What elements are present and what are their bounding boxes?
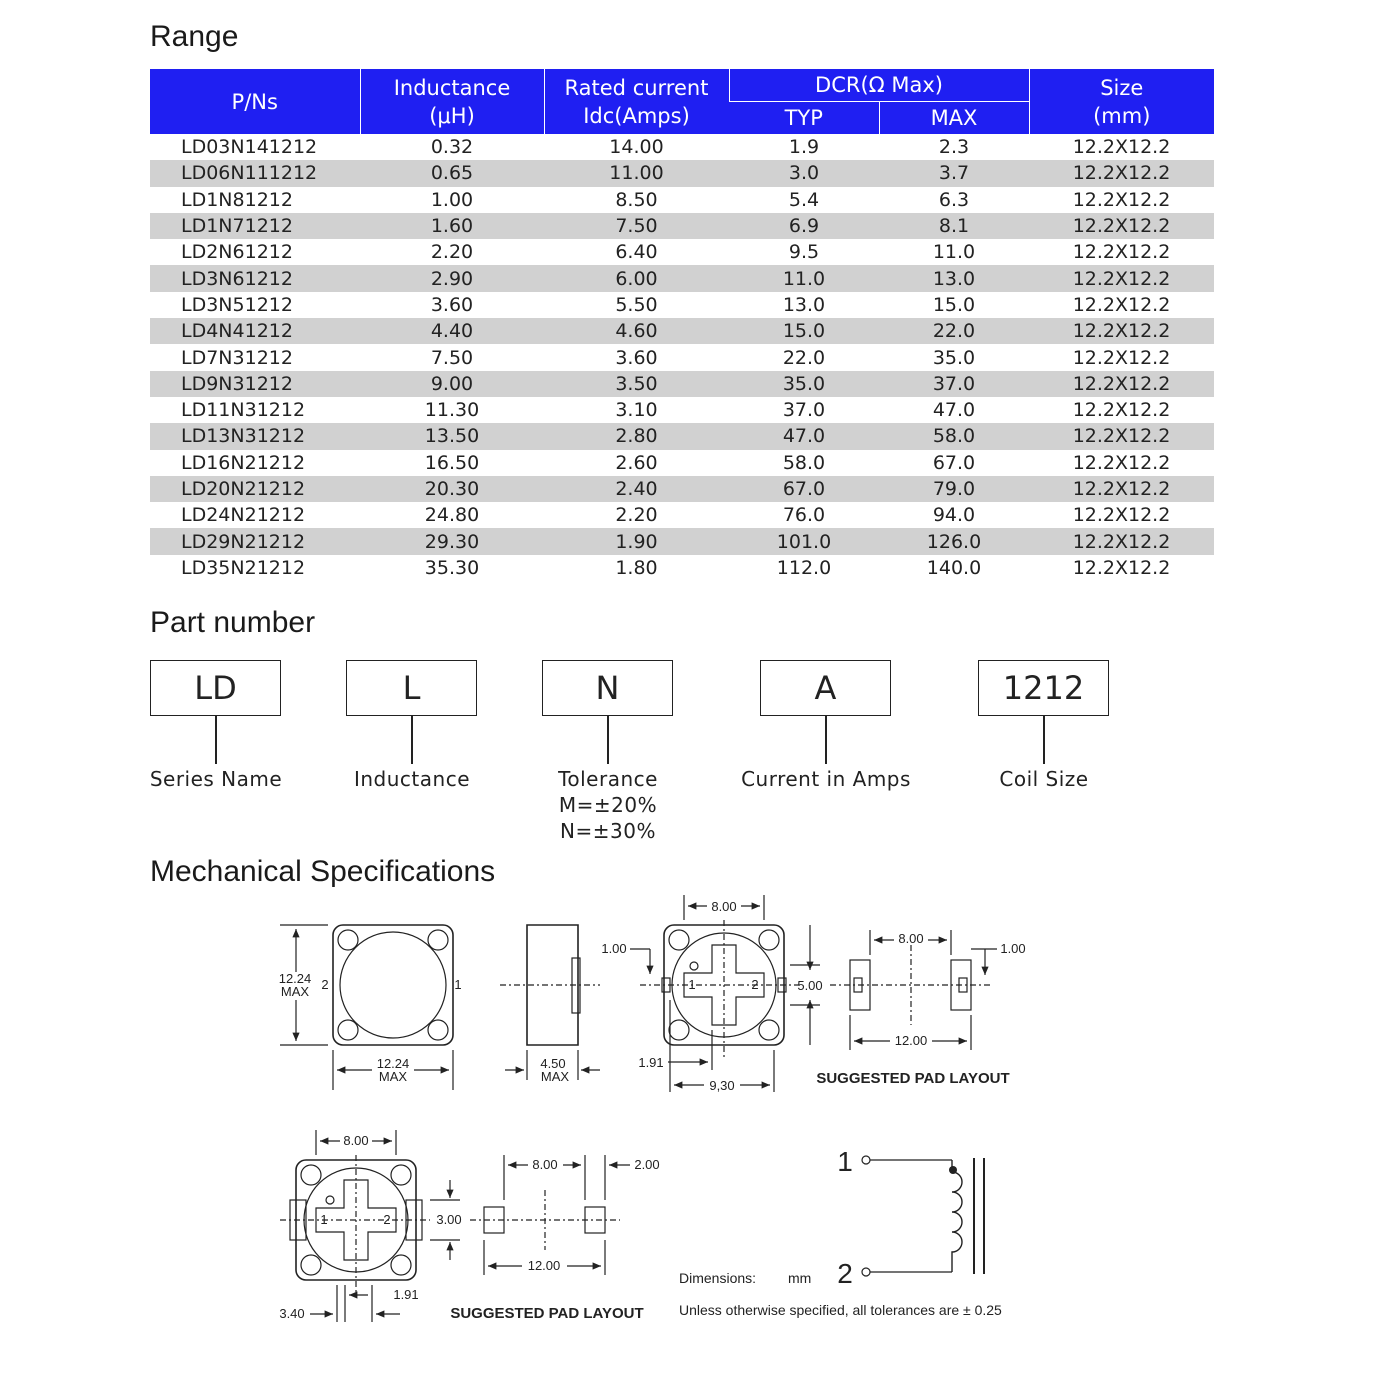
pn-label-series: Series Name — [149, 767, 283, 791]
fig1-width-label: 12.24 — [376, 1056, 410, 1071]
header-inductance-line2: (μH) — [429, 103, 475, 128]
size-cell: 12.2X12.2 — [1072, 556, 1171, 579]
fig4-right-label: 3.00 — [436, 1212, 462, 1227]
rated-current-cell: 3.10 — [615, 399, 658, 422]
rated-current-cell: 14.00 — [609, 136, 664, 159]
pad1-bottom-label: 12.00 — [894, 1033, 928, 1048]
rated-current-cell: 2.20 — [615, 504, 658, 527]
dcr-typ-cell: 112.0 — [776, 556, 832, 579]
header-current-line2: Idc(Amps) — [583, 103, 690, 128]
fig1-pin1-label: 1 — [454, 977, 462, 992]
dcr-max-cell: 140.0 — [926, 556, 982, 579]
dcr-typ-cell: 11.0 — [729, 265, 879, 291]
inductance-cell: 2.90 — [360, 265, 544, 291]
size-cell: 12.2X12.2 — [1029, 371, 1214, 397]
dcr-typ-cell: 67.0 — [729, 476, 879, 502]
dcr-max-cell: 3.7 — [879, 160, 1029, 186]
dcr-typ-cell: 6.9 — [729, 213, 879, 239]
inductance-cell: 7.50 — [430, 346, 474, 369]
rated-current-cell: 8.50 — [615, 188, 658, 211]
dcr-max-cell: 22.0 — [879, 318, 1029, 344]
rated-current-cell: 4.60 — [544, 318, 729, 344]
rated-current-cell: 1.90 — [544, 528, 729, 554]
dcr-typ-cell: 15.0 — [729, 318, 879, 344]
polarity-dot-icon — [949, 1166, 957, 1174]
rated-current-cell: 6.40 — [615, 241, 658, 264]
fig1-pin2-label: 2 — [321, 977, 329, 992]
fig2-thickness-label: 4.50 — [540, 1056, 566, 1071]
inductance-cell: 1.00 — [430, 188, 474, 211]
part-number-cell: LD1N81212 — [181, 188, 293, 211]
part-number-cell: LD1N71212 — [150, 213, 360, 239]
dcr-max-cell: 8.1 — [879, 213, 1029, 239]
inductance-cell: 1.60 — [360, 213, 544, 239]
dcr-typ-cell: 58.0 — [782, 451, 826, 474]
pad1-top-label: 8.00 — [898, 931, 924, 946]
fig4-bottom-view — [280, 1130, 460, 1322]
dcr-max-cell: 79.0 — [879, 476, 1029, 502]
inductance-cell: 16.50 — [424, 451, 480, 474]
rated-current-cell: 3.50 — [544, 371, 729, 397]
fig3-top-label: 8.00 — [711, 899, 737, 914]
dcr-max-cell: 35.0 — [932, 346, 976, 369]
dcr-typ-cell: 22.0 — [782, 346, 826, 369]
inductance-cell: 13.50 — [360, 423, 544, 449]
size-cell: 12.2X12.2 — [1072, 136, 1171, 159]
dcr-typ-cell: 47.0 — [729, 423, 879, 449]
dcr-max-cell: 94.0 — [932, 504, 976, 527]
fig1-height-label: 12.24 — [278, 971, 312, 986]
fig3-pin2-label: 2 — [751, 977, 759, 992]
pn-box-coil-size: 1212 — [978, 660, 1109, 716]
size-cell: 12.2X12.2 — [1029, 528, 1214, 554]
pn-tolerance-n: N=±30% — [560, 819, 656, 843]
inductance-cell: 20.30 — [360, 476, 544, 502]
pad2-bottom-label: 12.00 — [527, 1258, 561, 1273]
header-dcr: DCR(Ω Max) — [729, 69, 1029, 102]
pad-layout-1 — [830, 930, 997, 1050]
dcr-typ-cell: 9.5 — [788, 241, 820, 264]
fig3-pin1-label: 1 — [688, 977, 696, 992]
dcr-max-cell: 126.0 — [879, 528, 1029, 554]
fig4-bottom-mid-label: 1.91 — [393, 1287, 419, 1302]
dimensions-unit: mm — [788, 1270, 812, 1286]
fig3-right-label: 5.00 — [797, 978, 823, 993]
dcr-typ-cell: 5.4 — [788, 188, 820, 211]
inductance-cell: 3.60 — [430, 293, 474, 316]
dcr-typ-cell: 1.9 — [788, 136, 820, 159]
header-inductance-line1: Inductance — [393, 75, 511, 100]
header-current-line1: Rated current — [564, 75, 709, 100]
inductance-cell: 2.20 — [430, 241, 474, 264]
dcr-typ-cell: 35.0 — [729, 371, 879, 397]
inductance-cell: 4.40 — [360, 318, 544, 344]
size-cell: 12.2X12.2 — [1029, 160, 1214, 186]
part-number-cell: LD7N31212 — [181, 346, 293, 369]
rated-current-cell: 6.00 — [544, 265, 729, 291]
pad2-right-label: 2.00 — [634, 1157, 660, 1172]
inductance-cell: 0.65 — [360, 160, 544, 186]
fig2-thickness-unit: MAX — [540, 1069, 570, 1084]
rated-current-cell: 11.00 — [544, 160, 729, 186]
inductance-cell: 29.30 — [360, 528, 544, 554]
range-title: Range — [150, 20, 239, 53]
inductor-schematic — [862, 1156, 984, 1276]
part-number-cell: LD13N31212 — [150, 423, 360, 449]
part-number-cell: LD20N21212 — [150, 476, 360, 502]
pad2-caption: SUGGESTED PAD LAYOUT — [450, 1305, 644, 1322]
pn-label-coil-size: Coil Size — [999, 767, 1089, 791]
inductance-cell: 11.30 — [424, 399, 480, 422]
pad1-right-label: 1.00 — [1000, 941, 1026, 956]
fig4-pin1-label: 1 — [320, 1212, 328, 1227]
pn-label-inductance: Inductance — [353, 767, 470, 791]
dcr-max-cell: 15.0 — [932, 293, 976, 316]
schematic-pin2-label: 2 — [837, 1258, 853, 1289]
part-number-cell: LD2N61212 — [181, 241, 293, 264]
size-cell: 12.2X12.2 — [1029, 318, 1214, 344]
part-number-cell: LD3N51212 — [181, 293, 293, 316]
pad2-top-label: 8.00 — [532, 1157, 558, 1172]
fig3-left-label: 1.00 — [601, 941, 627, 956]
dcr-max-cell: 13.0 — [879, 265, 1029, 291]
part-number-cell: LD11N31212 — [181, 399, 306, 422]
dcr-max-cell: 58.0 — [879, 423, 1029, 449]
size-cell: 12.2X12.2 — [1029, 213, 1214, 239]
part-number-cell: LD3N61212 — [150, 265, 360, 291]
dcr-typ-cell: 101.0 — [729, 528, 879, 554]
fig1-width-unit: MAX — [378, 1069, 408, 1084]
rated-current-cell: 3.60 — [615, 346, 658, 369]
size-cell: 12.2X12.2 — [1072, 504, 1171, 527]
size-cell: 12.2X12.2 — [1072, 451, 1171, 474]
part-number-cell: LD4N41212 — [150, 318, 360, 344]
dcr-typ-cell: 37.0 — [782, 399, 826, 422]
fig1-top-view — [280, 925, 453, 1090]
fig1-height-unit: MAX — [280, 984, 310, 999]
tolerance-note: Unless otherwise specified, all tolerances are ± 0.25 — [679, 1302, 1002, 1318]
size-cell: 12.2X12.2 — [1072, 188, 1171, 211]
inductance-cell: 24.80 — [424, 504, 480, 527]
pn-box-series: LD — [150, 660, 281, 716]
rated-current-cell: 2.80 — [544, 423, 729, 449]
part-number-cell: LD24N21212 — [181, 504, 306, 527]
fig4-top-label: 8.00 — [343, 1133, 369, 1148]
pn-box-inductance: L — [346, 660, 477, 716]
dcr-max-cell: 11.0 — [932, 241, 976, 264]
header-size-line1: Size — [1100, 75, 1144, 100]
size-cell: 12.2X12.2 — [1072, 399, 1171, 422]
dcr-max-cell: 6.3 — [938, 188, 970, 211]
pn-tolerance-m: M=±20% — [558, 793, 658, 817]
dcr-typ-cell: 76.0 — [782, 504, 826, 527]
pad-layout-2 — [470, 1155, 630, 1275]
fig4-bottom-left-label: 3.40 — [279, 1306, 305, 1321]
header-size-line2: (mm) — [1093, 103, 1151, 128]
mechanical-title: Mechanical Specifications — [150, 855, 496, 888]
pn-label-tolerance-title: Tolerance — [558, 767, 658, 791]
pad1-caption: SUGGESTED PAD LAYOUT — [816, 1070, 1010, 1087]
rated-current-cell: 2.40 — [544, 476, 729, 502]
rated-current-cell: 2.60 — [615, 451, 658, 474]
size-cell: 12.2X12.2 — [1072, 346, 1171, 369]
rated-current-cell: 1.80 — [615, 556, 658, 579]
size-cell: 12.2X12.2 — [1072, 241, 1171, 264]
header-dcr-max: MAX — [879, 102, 1029, 135]
pn-box-current: A — [760, 660, 891, 716]
inductance-cell: 35.30 — [424, 556, 480, 579]
header-pn: P/Ns — [150, 69, 360, 134]
fig3-bottom-left-label: 1.91 — [638, 1055, 664, 1070]
pn-label-current: Current in Amps — [741, 767, 911, 791]
part-number-cell: LD35N21212 — [181, 556, 306, 579]
schematic-pin1-label: 1 — [837, 1146, 853, 1177]
dcr-max-cell: 2.3 — [938, 136, 970, 159]
rated-current-cell: 7.50 — [544, 213, 729, 239]
part-number-cell: LD29N21212 — [150, 528, 360, 554]
dimensions-label: Dimensions: — [679, 1270, 757, 1286]
part-number-cell: LD9N31212 — [150, 371, 360, 397]
fig4-pin2-label: 2 — [383, 1212, 391, 1227]
inductance-cell: 9.00 — [360, 371, 544, 397]
dcr-typ-cell: 13.0 — [782, 293, 826, 316]
dcr-max-cell: 37.0 — [879, 371, 1029, 397]
pn-box-tolerance: N — [542, 660, 673, 716]
size-cell: 12.2X12.2 — [1029, 265, 1214, 291]
size-cell: 12.2X12.2 — [1029, 476, 1214, 502]
fig3-bottom-label: 9,30 — [709, 1078, 735, 1093]
dcr-max-cell: 47.0 — [932, 399, 976, 422]
part-number-title: Part number — [150, 606, 316, 639]
header-dcr-typ: TYP — [729, 102, 879, 135]
inductance-cell: 0.32 — [430, 136, 474, 159]
size-cell: 12.2X12.2 — [1029, 423, 1214, 449]
rated-current-cell: 5.50 — [615, 293, 658, 316]
part-number-cell: LD16N21212 — [181, 451, 306, 474]
part-number-cell: LD06N111212 — [150, 160, 360, 186]
size-cell: 12.2X12.2 — [1072, 293, 1171, 316]
dcr-typ-cell: 3.0 — [729, 160, 879, 186]
dcr-max-cell: 67.0 — [932, 451, 976, 474]
part-number-cell: LD03N141212 — [181, 136, 318, 159]
